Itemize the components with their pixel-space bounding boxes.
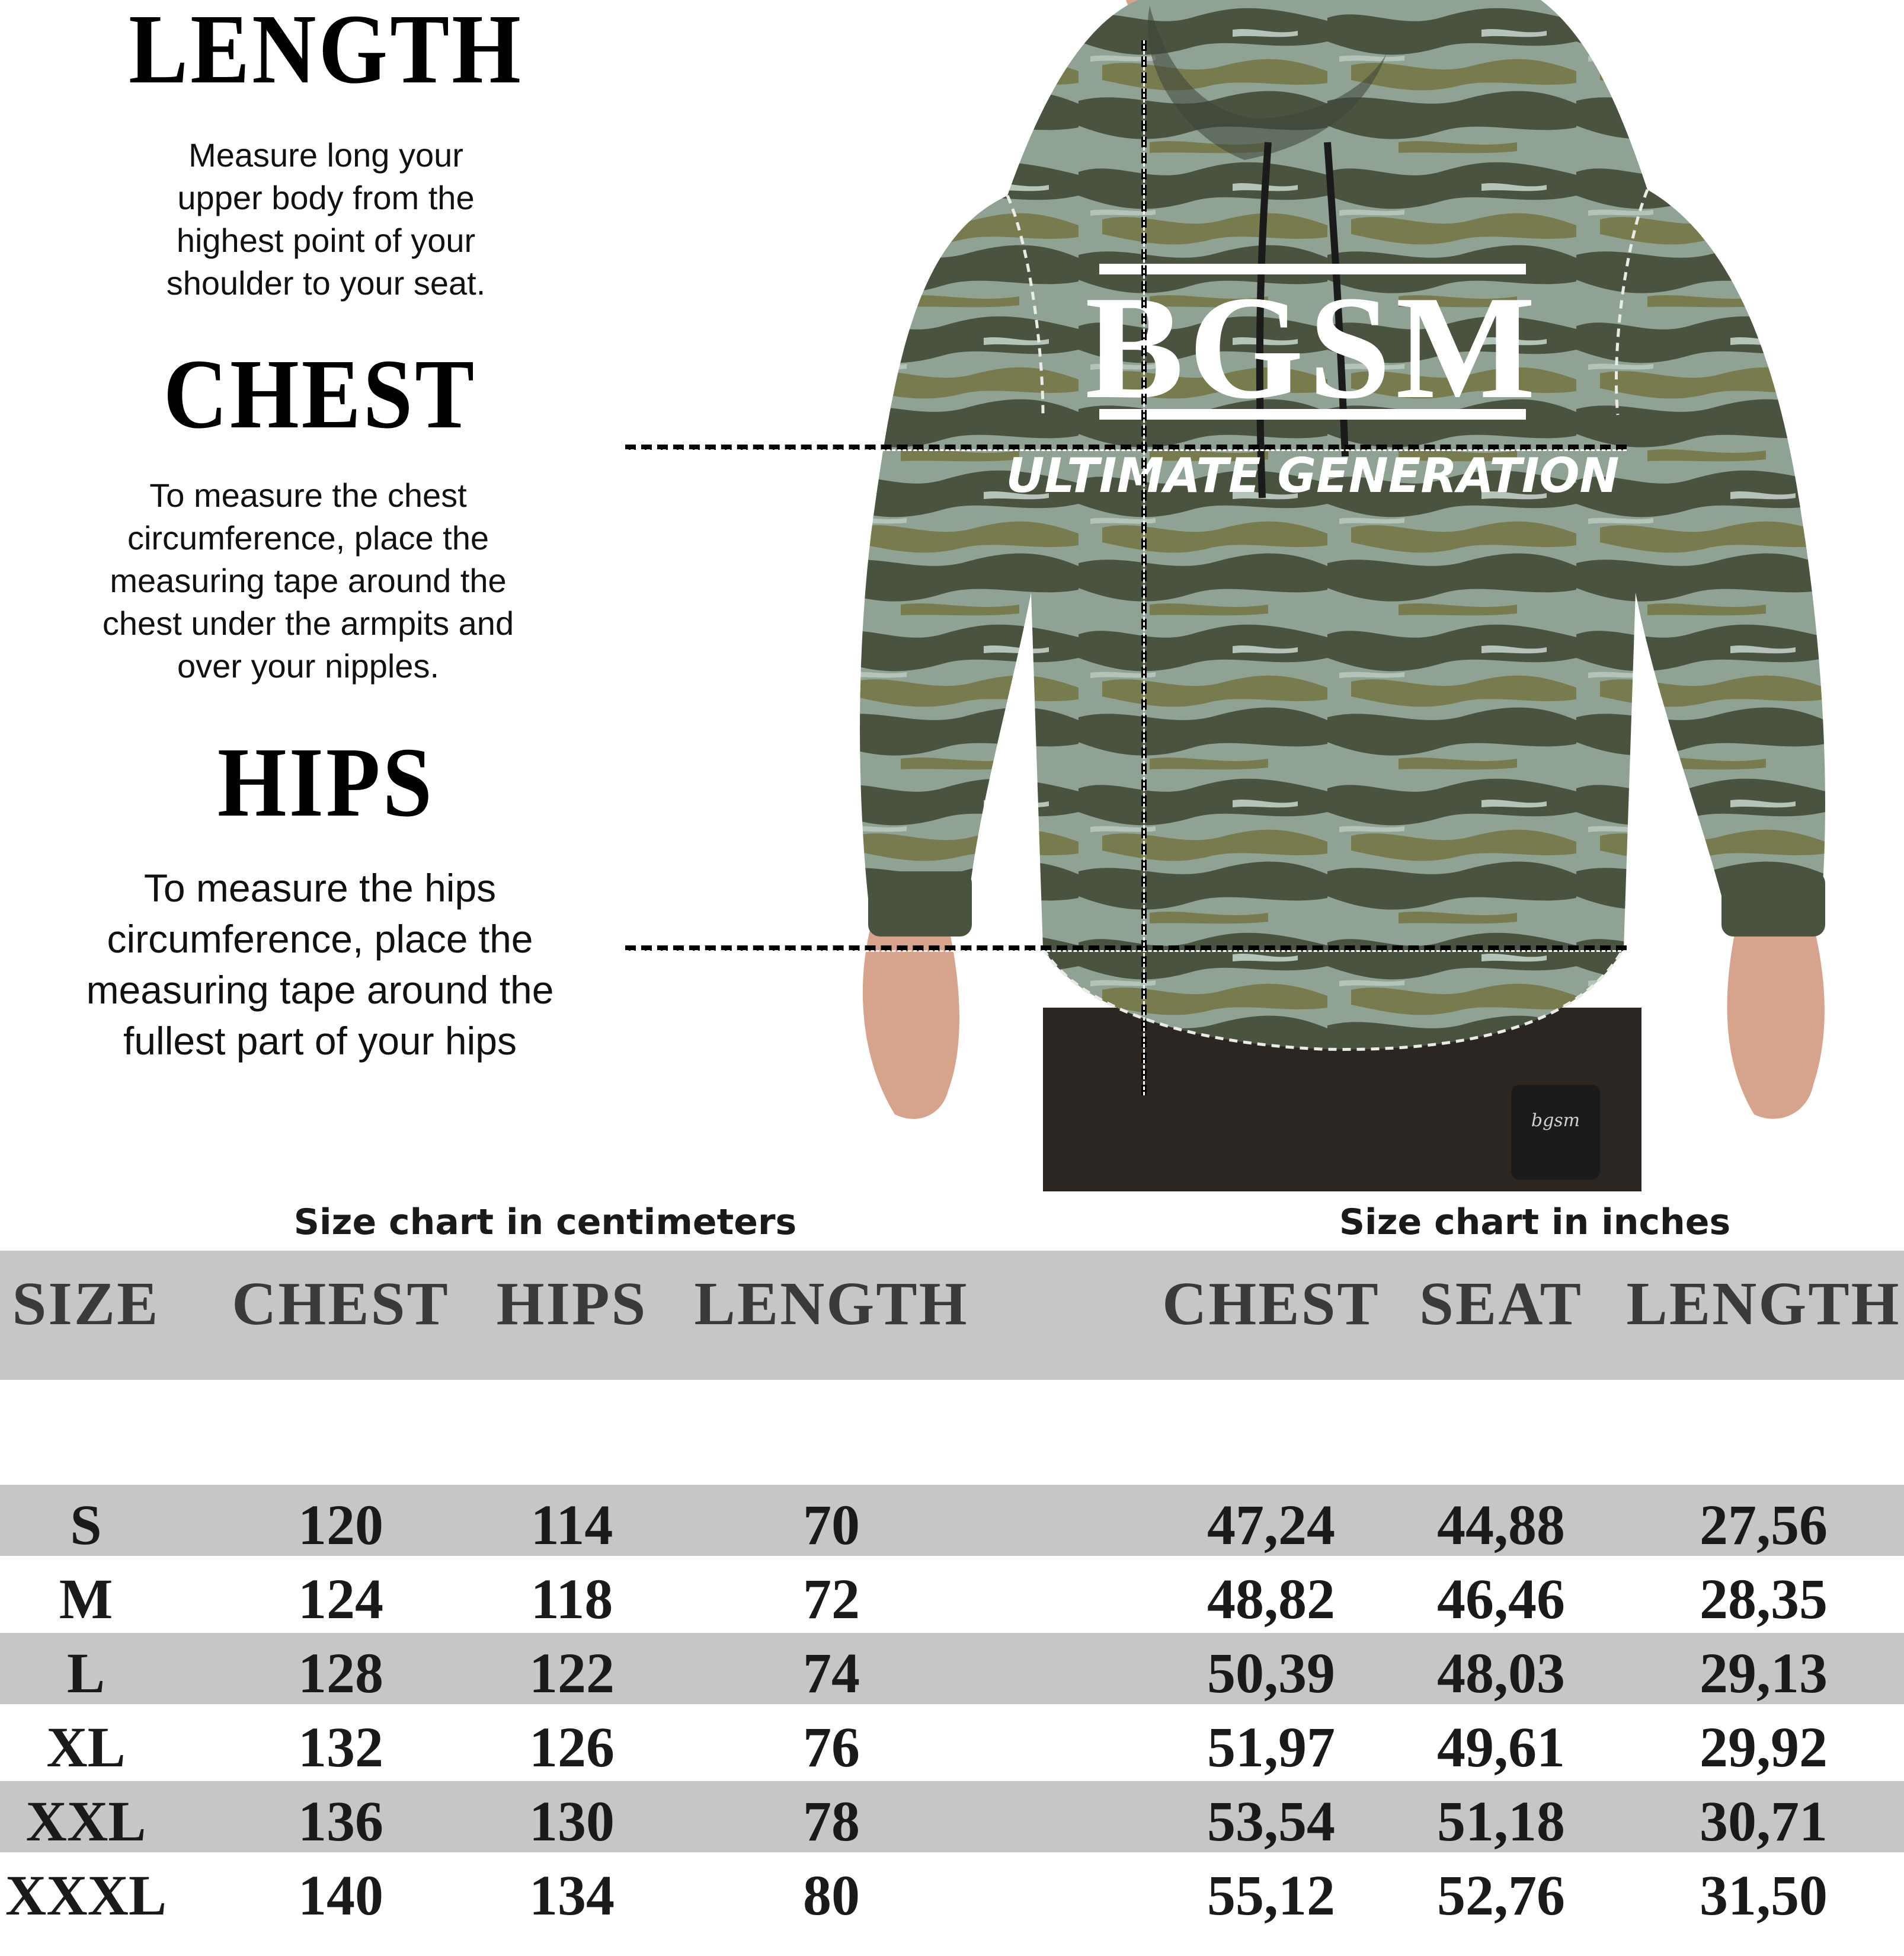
chest-measure-line <box>625 445 1627 450</box>
brand-tagline: ULTIMATE GENERATION <box>1006 448 1620 503</box>
inch-value-cell: 52,76 <box>1437 1864 1565 1927</box>
row-band-s <box>0 1485 1904 1556</box>
cm-value-cell: 118 <box>530 1567 613 1631</box>
inch-value-cell: 50,39 <box>1207 1641 1335 1705</box>
inch-value-cell: 47,24 <box>1207 1493 1335 1557</box>
inch-value-cell: 51,97 <box>1207 1715 1335 1779</box>
inch-value-cell: 31,50 <box>1700 1864 1828 1927</box>
size-cell: S <box>70 1493 102 1557</box>
cm-value-cell: 78 <box>803 1789 860 1853</box>
length-heading: LENGTH <box>129 0 523 104</box>
inch-value-cell: 29,13 <box>1700 1641 1828 1705</box>
length-measure-line <box>1141 40 1147 1095</box>
size-cell: L <box>66 1641 105 1705</box>
header-chest-in: CHEST <box>1162 1270 1380 1338</box>
cm-value-cell: 136 <box>298 1789 383 1853</box>
cm-value-cell: 122 <box>529 1641 615 1705</box>
hips-description: To measure the hips circumference, place the measuring tape around the fullest part of your hips <box>86 866 554 1063</box>
chest-description: To measure the chest circumference, place the measuring tape around the chest under the armpits and over your nipples. <box>102 477 514 685</box>
length-description: Measure long your upper body from the highest point of your shoulder to your seat. <box>166 136 486 302</box>
inch-value-cell: 51,18 <box>1437 1789 1565 1853</box>
inch-value-cell: 48,03 <box>1437 1641 1565 1705</box>
cm-chart-title: Size chart in centimeters <box>293 1201 797 1243</box>
cm-value-cell: 114 <box>530 1493 613 1557</box>
inch-value-cell: 27,56 <box>1700 1493 1828 1557</box>
inch-value-cell: 44,88 <box>1437 1493 1565 1557</box>
row-band-l <box>0 1633 1904 1704</box>
size-cell: M <box>59 1567 113 1631</box>
header-chest-cm: CHEST <box>232 1270 450 1338</box>
cm-value-cell: 76 <box>803 1715 860 1779</box>
cm-value-cell: 80 <box>803 1864 860 1927</box>
cm-value-cell: 124 <box>298 1567 383 1631</box>
size-cell: XXXL <box>5 1864 167 1927</box>
cm-value-cell: 70 <box>803 1493 860 1557</box>
inch-value-cell: 46,46 <box>1437 1567 1565 1631</box>
hips-heading: HIPS <box>217 727 435 838</box>
chest-heading: CHEST <box>163 339 477 449</box>
cm-value-cell: 128 <box>298 1641 383 1705</box>
inches-chart-title: Size chart in inches <box>1339 1201 1731 1243</box>
patch-text: bgsm <box>1531 1110 1580 1131</box>
brand-logo: BGSM <box>1084 266 1541 430</box>
header-length-in: LENGTH <box>1626 1270 1901 1338</box>
header-seat-in: SEAT <box>1419 1270 1583 1338</box>
cm-value-cell: 140 <box>298 1864 383 1927</box>
inch-value-cell: 49,61 <box>1437 1715 1565 1779</box>
hips-measure-line <box>625 945 1627 951</box>
hoodie-illustration <box>830 0 1904 1191</box>
cm-value-cell: 120 <box>298 1493 383 1557</box>
size-cell: XL <box>46 1715 126 1779</box>
inch-value-cell: 30,71 <box>1700 1789 1828 1853</box>
inch-value-cell: 29,92 <box>1700 1715 1828 1779</box>
product-photo <box>830 0 1904 1191</box>
inch-value-cell: 48,82 <box>1207 1567 1335 1631</box>
cm-value-cell: 130 <box>529 1789 615 1853</box>
inch-value-cell: 55,12 <box>1207 1864 1335 1927</box>
header-hips-cm: HIPS <box>496 1270 648 1338</box>
inch-value-cell: 53,54 <box>1207 1789 1335 1853</box>
cm-value-cell: 72 <box>803 1567 860 1631</box>
inch-value-cell: 28,35 <box>1700 1567 1828 1631</box>
cm-value-cell: 126 <box>529 1715 615 1779</box>
row-band-xxl <box>0 1781 1904 1852</box>
header-length-cm: LENGTH <box>694 1270 969 1338</box>
header-size: SIZE <box>12 1270 160 1338</box>
cm-value-cell: 132 <box>298 1715 383 1779</box>
cm-value-cell: 74 <box>803 1641 860 1705</box>
cm-value-cell: 134 <box>529 1864 615 1927</box>
size-cell: XXL <box>25 1789 146 1853</box>
